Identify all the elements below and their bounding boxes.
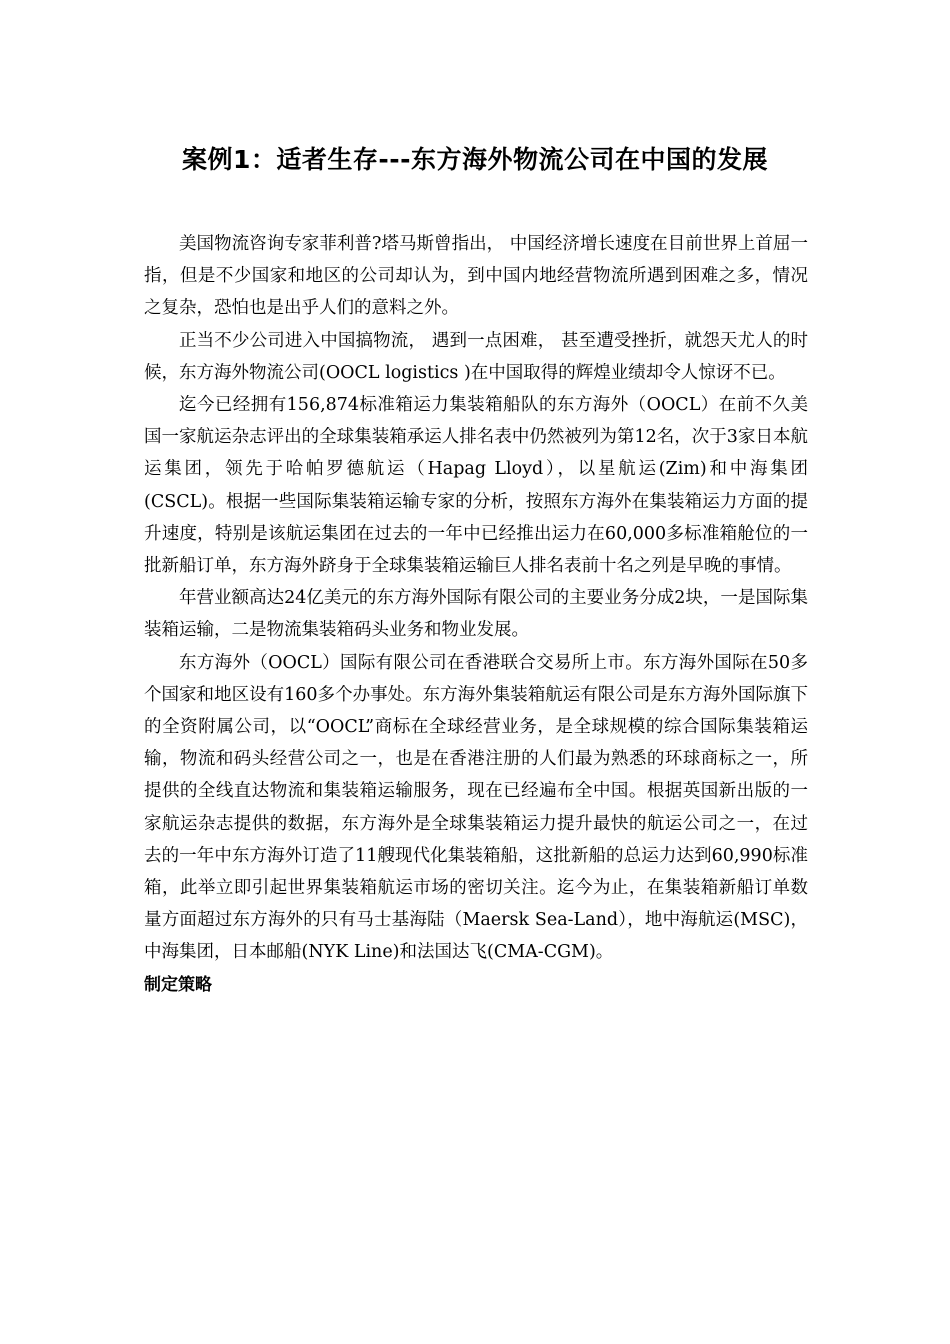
page-title: 案例1：适者生存---东方海外物流公司在中国的发展 xyxy=(181,145,769,174)
document-body xyxy=(144,228,808,1001)
paragraph-3: 迄今已经拥有156,874标准箱运力集装箱船队的东方海外（OOCL）在前不久美国一家航运杂志评出的全球集装箱承运人排名表中仍然被列为第12名，次于3家日本航运集团，领先于哈帕罗德航运（Hapag Lloyd），以星航运(Zim)和中海集团(CSCL)。根据一些国际集装箱运输专家的分析，按照东方海外在集装箱运力方面的提升速度，特别是该航运集团在过去的一年中已经推出运力在60,000多标准箱舱位的一批新船订单，东方海外跻身于全球集装箱运输巨人排名表前十名之列是早晚的事情。 xyxy=(144,395,808,577)
paragraph-5: 东方海外（OOCL）国际有限公司在香港联合交易所上市。东方海外国际在50多个国家和地区设有160多个办事处。东方海外集装箱航运有限公司是东方海外国际旗下的全资附属公司，以“OOCL”商标在全球经营业务，是全球规模的综合国际集装箱运输，物流和码头经营公司之一，也是在香港注册的人们最为熟悉的环球商标之一，所提供的全线直达物流和集装箱运输服务，现在已经遍布全中国。根据英国新出版的一家航运杂志提供的数据，东方海外是全球集装箱运力提升最快的航运公司之一，在过去的一年中东方海外订造了11艘现代化集装箱船，这批新船的总运力达到60,990标准箱，此举立即引起世界集装箱航运市场的密切关注。迄今为止，在集装箱新船订单数量方面超过东方海外的只有马士基海陆（Maersk Sea-Land），地中海航运(MSC)，中海集团，日本邮船(NYK Line)和法国达飞(CMA-CGM)。 xyxy=(144,652,808,963)
paragraph-2: 正当不少公司进入中国搞物流， 遇到一点困难， 甚至遭受挫折，就怨天尤人的时候，东方海外物流公司(OOCL logistics )在中国取得的辉煌业绩却令人惊讶不已。 xyxy=(144,330,808,383)
paragraph-1: 美国物流咨询专家菲利普?塔马斯曾指出， 中国经济增长速度在目前世界上首屈一指，但是不少国家和地区的公司却认为，到中国内地经营物流所遇到困难之多，情况之复杂，恐怕也是出乎人们的意料之外。 xyxy=(144,234,808,319)
paragraph-4: 年营业额高达24亿美元的东方海外国际有限公司的主要业务分成2块，一是国际集装箱运输，二是物流集装箱码头业务和物业发展。 xyxy=(144,588,808,641)
section-heading: 制定策略 xyxy=(144,974,212,995)
